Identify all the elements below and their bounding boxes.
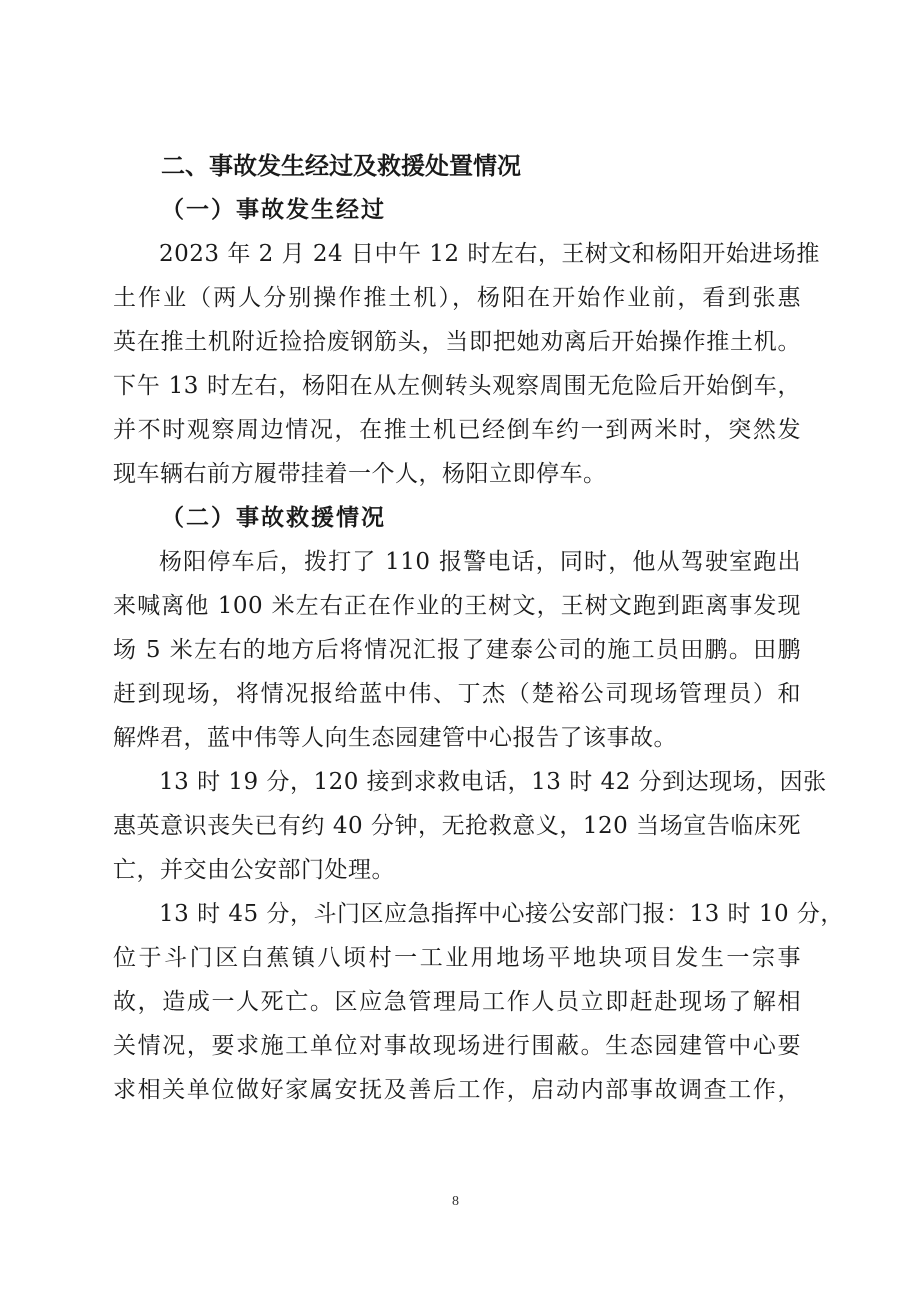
subsection-title-rescue: （二）事故救援情况	[161, 504, 386, 531]
text-line: 杨阳停车后，拨打了 110 报警电话，同时，他从驾驶室跑出	[159, 549, 801, 575]
text-line: 土作业（两人分别操作推土机），杨阳在开始作业前，看到张惠	[113, 285, 801, 311]
text-line: 求相关单位做好家属安抚及善后工作，启动内部事故调查工作，	[113, 1077, 801, 1103]
text-line: 并不时观察周边情况，在推土机已经倒车约一到两米时，突然发	[113, 417, 801, 443]
paragraph-rescue-1	[113, 540, 801, 760]
subsection-title-accident-process: （一）事故发生经过	[161, 196, 386, 223]
text-line: 来喊离他 100 米左右正在作业的王树文，王树文跑到距离事发现	[113, 593, 801, 619]
page-content	[113, 144, 844, 1112]
text-line: 下午 13 时左右，杨阳在从左侧转头观察周围无危险后开始倒车，	[113, 373, 801, 399]
text-line: 13 时 19 分，120 接到求救电话，13 时 42 分到达现场，因张	[159, 769, 827, 795]
paragraph-accident-process	[113, 232, 820, 496]
text-line: 惠英意识丧失已有约 40 分钟，无抢救意义，120 当场宣告临床死	[113, 813, 801, 839]
text-line: 关情况，要求施工单位对事故现场进行围蔽。生态园建管中心要	[113, 1033, 801, 1059]
paragraph-rescue-2	[113, 760, 827, 892]
text-line: 位于斗门区白蕉镇八顷村一工业用地场平地块项目发生一宗事	[113, 945, 801, 971]
text-line: 故，造成一人死亡。区应急管理局工作人员立即赶赴现场了解相	[113, 989, 801, 1015]
text-line: 场 5 米左右的地方后将情况汇报了建泰公司的施工员田鹏。田鹏	[113, 637, 801, 663]
page-number: 8	[452, 1194, 459, 1209]
text-line: 英在推土机附近捡拾废钢筋头，当即把她劝离后开始操作推土机。	[113, 329, 801, 355]
text-line: 赶到现场，将情况报给蓝中伟、丁杰（楚裕公司现场管理员）和	[113, 681, 801, 707]
section-heading: 二、事故发生经过及救援处置情况	[161, 152, 521, 180]
text-line: 亡，并交由公安部门处理。	[113, 857, 395, 883]
text-line: 现车辆右前方履带挂着一个人，杨阳立即停车。	[113, 461, 607, 487]
paragraph-rescue-3	[113, 892, 844, 1112]
text-line: 解烨君，蓝中伟等人向生态园建管中心报告了该事故。	[113, 725, 677, 751]
text-line: 2023 年 2 月 24 日中午 12 时左右，王树文和杨阳开始进场推	[159, 241, 820, 267]
text-line: 13 时 45 分，斗门区应急指挥中心接公安部门报：13 时 10 分，	[159, 901, 844, 927]
